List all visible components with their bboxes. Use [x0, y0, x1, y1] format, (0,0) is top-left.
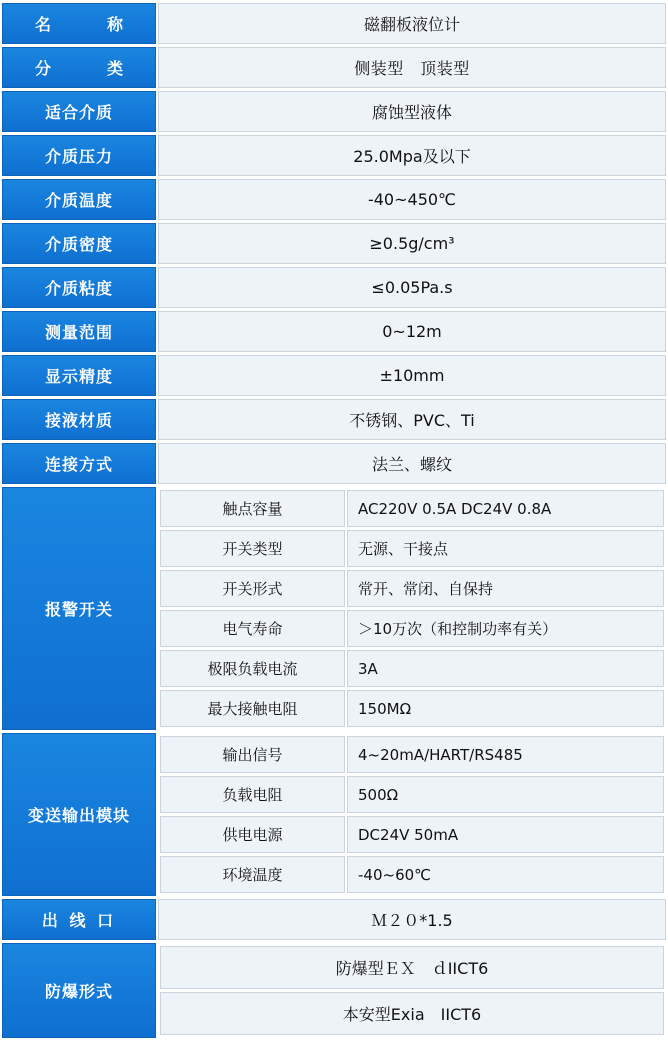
- table-row: [2, 47, 666, 88]
- row-value-temperature: -40~450℃: [158, 179, 666, 220]
- sub-label-power-supply: 供电电源: [160, 816, 345, 853]
- table-row-group-transmitter: [2, 733, 666, 896]
- group-label-explosion-proof: 防爆形式: [2, 943, 156, 1038]
- sub-value-power-supply: DC24V 50mA: [347, 816, 664, 853]
- row-value-viscosity: ≤0.05Pa.s: [158, 267, 666, 308]
- row-label-accuracy: 显示精度: [2, 355, 156, 396]
- table-row: [2, 223, 666, 264]
- row-value-pressure: 25.0Mpa及以下: [158, 135, 666, 176]
- row-label-name: 名 称: [2, 3, 156, 44]
- sub-value-limit-load-current: 3A: [347, 650, 664, 687]
- table-row: [2, 91, 666, 132]
- sub-value-switch-type: 无源、干接点: [347, 530, 664, 567]
- row-label-connection: 连接方式: [2, 443, 156, 484]
- sub-label-switch-form: 开关形式: [160, 570, 345, 607]
- group-content-alarm-switch: [158, 487, 666, 730]
- group-label-alarm-switch: 报警开关: [2, 487, 156, 730]
- row-label-outlet: 出 线 口: [2, 899, 156, 940]
- table-row: [2, 443, 666, 484]
- group-content-explosion-proof: [158, 943, 666, 1038]
- table-row: [2, 267, 666, 308]
- list-item: [160, 736, 664, 773]
- explosion-proof-value-1: 防爆型ＥＸ ｄIICT6: [160, 946, 664, 989]
- sub-value-switch-form: 常开、常闭、自保持: [347, 570, 664, 607]
- list-item: [160, 946, 664, 989]
- sub-label-contact-capacity: 触点容量: [160, 490, 345, 527]
- sub-value-contact-capacity: AC220V 0.5A DC24V 0.8A: [347, 490, 664, 527]
- row-label-wetted-material: 接液材质: [2, 399, 156, 440]
- list-item: [160, 530, 664, 567]
- table-row: [2, 899, 666, 940]
- explosion-proof-value-2: 本安型Exia IICT6: [160, 992, 664, 1035]
- row-label-category: 分 类: [2, 47, 156, 88]
- table-row: [2, 311, 666, 352]
- row-label-range: 测量范围: [2, 311, 156, 352]
- table-row: [2, 399, 666, 440]
- sub-label-ambient-temperature: 环境温度: [160, 856, 345, 893]
- group-content-transmitter-module: [158, 733, 666, 896]
- table-row: [2, 179, 666, 220]
- sub-value-load-resistance: 500Ω: [347, 776, 664, 813]
- list-item: [160, 690, 664, 727]
- row-value-wetted-material: 不锈钢、PVC、Ti: [158, 399, 666, 440]
- list-item: [160, 856, 664, 893]
- sub-value-electrical-life: ＞10万次（和控制功率有关）: [347, 610, 664, 647]
- row-label-medium: 适合介质: [2, 91, 156, 132]
- row-value-name: 磁翻板液位计: [158, 3, 666, 44]
- sub-label-load-resistance: 负载电阻: [160, 776, 345, 813]
- alarm-switch-subtable: [158, 487, 666, 730]
- explosion-proof-subtable: [158, 943, 666, 1038]
- row-value-connection: 法兰、螺纹: [158, 443, 666, 484]
- table-row: [2, 3, 666, 44]
- list-item: [160, 650, 664, 687]
- list-item: [160, 776, 664, 813]
- list-item: [160, 490, 664, 527]
- row-value-medium: 腐蚀型液体: [158, 91, 666, 132]
- group-label-transmitter-module: 变送输出模块: [2, 733, 156, 896]
- table-row-group-alarm-switch: [2, 487, 666, 730]
- row-label-pressure: 介质压力: [2, 135, 156, 176]
- list-item: [160, 816, 664, 853]
- sub-value-ambient-temperature: -40~60℃: [347, 856, 664, 893]
- transmitter-subtable: [158, 733, 666, 896]
- table-row: [2, 355, 666, 396]
- row-label-viscosity: 介质粘度: [2, 267, 156, 308]
- row-label-temperature: 介质温度: [2, 179, 156, 220]
- row-value-range: 0~12m: [158, 311, 666, 352]
- list-item: [160, 992, 664, 1035]
- row-value-category: 侧装型 顶装型: [158, 47, 666, 88]
- table-row-group-explosion-proof: [2, 943, 666, 1038]
- sub-value-output-signal: 4~20mA/HART/RS485: [347, 736, 664, 773]
- row-value-accuracy: ±10mm: [158, 355, 666, 396]
- sub-label-electrical-life: 电气寿命: [160, 610, 345, 647]
- sub-label-switch-type: 开关类型: [160, 530, 345, 567]
- list-item: [160, 610, 664, 647]
- row-label-density: 介质密度: [2, 223, 156, 264]
- row-value-density: ≥0.5g/cm³: [158, 223, 666, 264]
- row-value-outlet: Ｍ２０*1.5: [158, 899, 666, 940]
- sub-label-max-contact-resistance: 最大接触电阻: [160, 690, 345, 727]
- sub-label-output-signal: 输出信号: [160, 736, 345, 773]
- sub-value-max-contact-resistance: 150MΩ: [347, 690, 664, 727]
- sub-label-limit-load-current: 极限负载电流: [160, 650, 345, 687]
- table-row: [2, 135, 666, 176]
- list-item: [160, 570, 664, 607]
